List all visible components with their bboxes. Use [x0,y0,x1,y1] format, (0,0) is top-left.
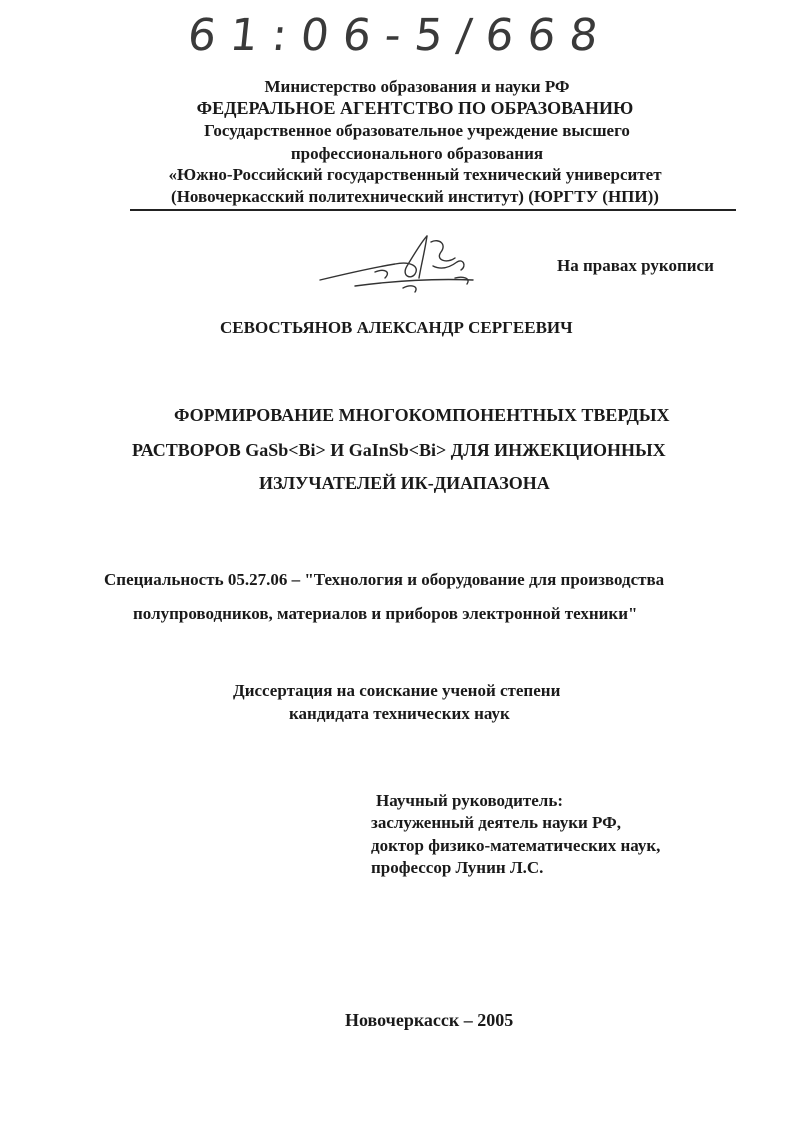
institution-line-1: Государственное образовательное учреждение высшего [204,121,630,140]
institution-line-2: профессионального образования [290,144,544,163]
degree-line-1: Диссертация на соискание ученой степени [233,681,561,700]
degree-line-2: кандидата технических наук [289,704,510,723]
supervisor-line-2: доктор физико-математических наук, [371,836,661,855]
university-line-2: (Новочеркасский политехнический институт) (ЮРГТУ (НПИ)) [171,187,659,206]
agency-name: ФЕДЕРАЛЬНОЕ АГЕНТСТВО ПО ОБРАЗОВАНИЮ [196,98,634,118]
signature-image [315,228,485,300]
header-divider [130,209,736,211]
university-line-1: «Южно-Российский государственный технический университет [168,165,662,184]
title-line-2: РАСТВОРОВ GaSb<Bi> И GaInSb<Bi> ДЛЯ ИНЖЕКЦИОННЫХ [132,440,666,460]
title-line-3: ИЗЛУЧАТЕЛЕЙ ИК-ДИАПАЗОНА [259,473,550,493]
archive-code: 61:06-5/668 [185,10,615,61]
ministry-name: Министерство образования и науки РФ [264,77,570,96]
supervisor-line-1: заслуженный деятель науки РФ, [371,813,621,832]
author-name: СЕВОСТЬЯНОВ АЛЕКСАНДР СЕРГЕЕВИЧ [220,318,573,337]
manuscript-note: На правах рукописи [557,256,714,275]
supervisor-line-3: профессор Лунин Л.С. [371,858,544,877]
city-year: Новочеркасск – 2005 [345,1010,514,1030]
specialty-line-2: полупроводников, материалов и приборов электронной техники" [133,604,638,623]
specialty-line-1: Специальность 05.27.06 – "Технология и оборудование для производства [104,570,665,589]
title-line-1: ФОРМИРОВАНИЕ МНОГОКОМПОНЕНТНЫХ ТВЕРДЫХ [174,405,670,425]
supervisor-label: Научный руководитель: [376,791,563,810]
